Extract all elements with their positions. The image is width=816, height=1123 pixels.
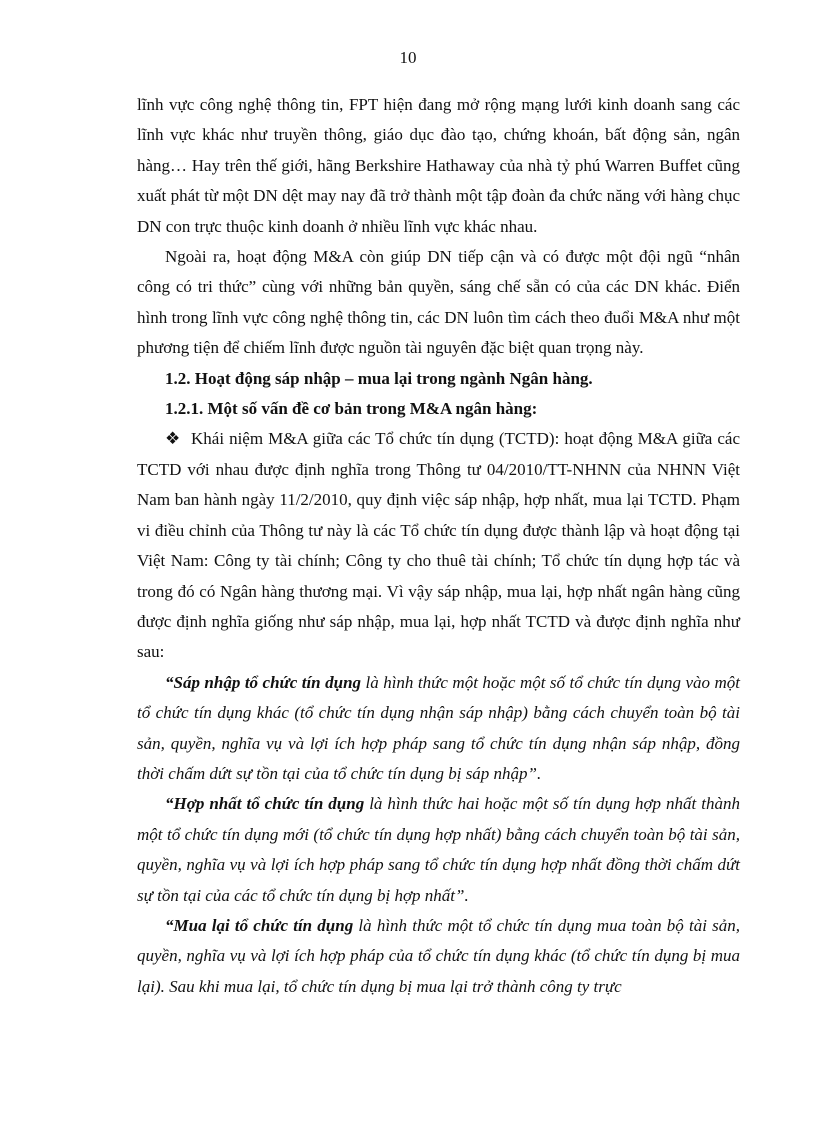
bullet-text: Khái niệm M&A giữa các Tổ chức tín dụng (TCTD): hoạt động M&A giữa các TCTD với nhau được định nghĩa trong Thông tư 04/2010/TT-NHNN của NHNN Việt Nam ban hành ngày 11/2/2010, quy định việc sáp nhập, hợp nhất, mua lại TCTD. Phạm vi điều chỉnh của Thông tư này là các Tổ chức tín dụng được thành lập và hoạt động tại Việt Nam: Công ty tài chính; Công ty cho thuê tài chính; Tổ chức tín dụng hợp tác và trong đó có Ngân hàng thương mại. Vì vậy sáp nhập, mua lại, hợp nhất ngân hàng cũng được định nghĩa giống như sáp nhập, mua lại, hợp nhất TCTD và được định nghĩa như sau:: [137, 429, 740, 662]
quote-text: là hình thức một tổ chức tín dụng mua toàn bộ tài sản, quyền, nghĩa vụ và lợi ích hợp pháp của tổ chức tín dụng khác (tổ chức tín dụng bị mua lại). Sau khi mua lại, tổ chức tín dụng bị mua lại trở thành công ty trực: [137, 915, 740, 996]
quote-term: “Sáp nhập tổ chức tín dụng: [165, 672, 362, 692]
quote-term: “Hợp nhất tổ chức tín dụng: [165, 794, 365, 814]
paragraph-continued: lĩnh vực công nghệ thông tin, FPT hiện đang mở rộng mạng lưới kinh doanh sang các lĩnh vực khác như truyền thông, giáo dục đào tạo, chứng khoán, bất động sản, ngân hàng… Hay trên thế giới, hãng Berkshire Hathaway của nhà tỷ phú Warren Buffet cũng xuất phát từ một DN dệt may nay đã trở thành một tập đoàn đa chức năng với hàng chục DN con trực thuộc kinh doanh ở nhiều lĩnh vực khác nhau.: [137, 95, 740, 236]
section-heading-1-2-1: 1.2.1. Một số vấn đề cơ bản trong M&A ngân hàng:: [165, 399, 538, 419]
page-number: 10: [399, 48, 417, 67]
diamond-bullet-icon: ❖: [165, 429, 181, 449]
paragraph-human-capital: Ngoài ra, hoạt động M&A còn giúp DN tiếp cận và có được một đội ngũ “nhân công có tri thức” cùng với những bản quyền, sáng chế sẵn có của các DN khác. Điển hình trong lĩnh vực công nghệ thông tin, các DN luôn tìm cách theo đuổi M&A như một phương tiện để chiếm lĩnh được nguồn tài nguyên đặc biệt quan trọng này.: [137, 247, 740, 358]
quote-merger-definition: [137, 668, 740, 790]
quote-text: là hình thức một hoặc một số tổ chức tín dụng vào một tổ chức tín dụng khác (tổ chức tín dụng nhận sáp nhập) bằng cách chuyển toàn bộ tài sản, quyền, nghĩa vụ và lợi ích hợp pháp sang tổ chức tín dụng nhận sáp nhập, đồng thời chấm dứt sự tồn tại của tổ chức tín dụng bị sáp nhập”.: [137, 672, 740, 783]
quote-acquisition-definition: [137, 911, 740, 1002]
section-heading-1-2: 1.2. Hoạt động sáp nhập – mua lại trong ngành Ngân hàng.: [165, 368, 593, 388]
quote-term: “Mua lại tổ chức tín dụng: [165, 915, 354, 935]
bullet-definition: [137, 424, 740, 667]
document-body: [137, 90, 740, 1002]
quote-text: là hình thức hai hoặc một số tín dụng hợp nhất thành một tổ chức tín dụng mới (tổ chức tín dụng hợp nhất) bằng cách chuyển toàn bộ tài sản, quyền, nghĩa vụ và lợi ích hợp pháp sang tổ chức tín dụng hợp nhất đồng thời chấm dứt sự tồn tại của các tổ chức tín dụng bị hợp nhất”.: [137, 794, 740, 905]
quote-consolidation-definition: [137, 789, 740, 911]
